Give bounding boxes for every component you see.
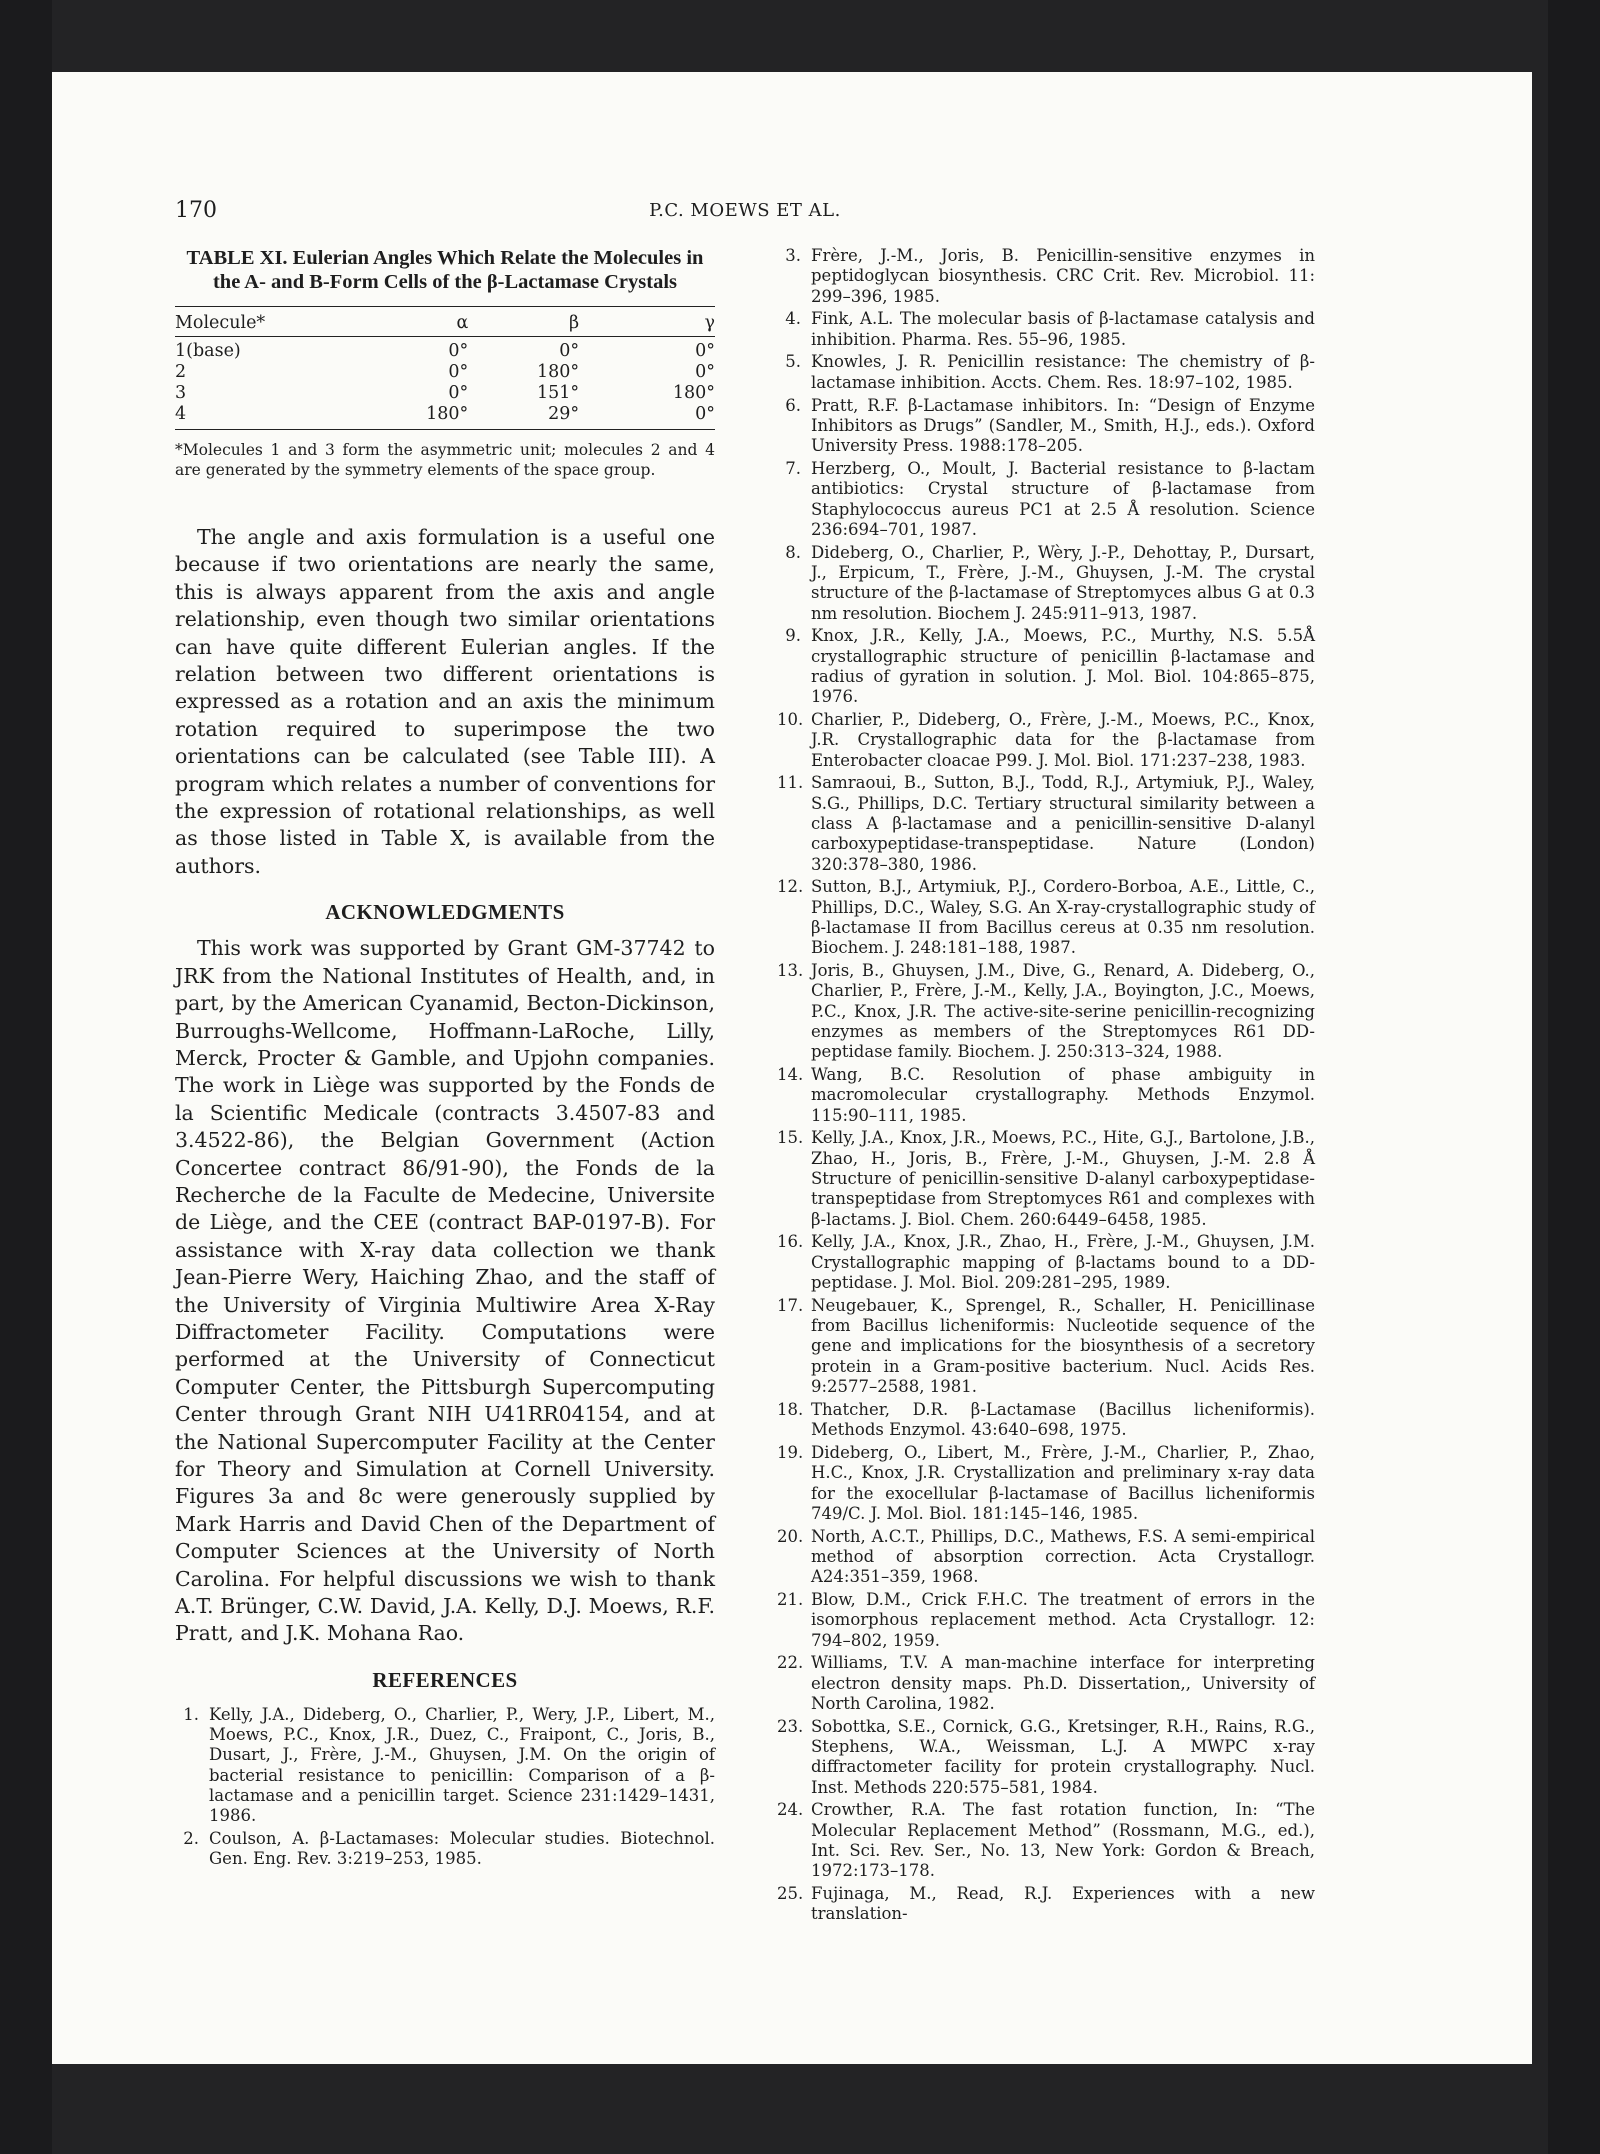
reference-item bbox=[777, 773, 1315, 874]
reference-item bbox=[777, 1800, 1315, 1881]
reference-text: Fink, A.L. The molecular basis of β-lactamase catalysis and inhibition. Pharma. Res. 55–96, 1985. bbox=[811, 309, 1315, 349]
table-cell: 180° bbox=[672, 383, 715, 403]
table-header-cell: Molecule* bbox=[175, 307, 265, 337]
table-header-cell: γ bbox=[579, 307, 715, 337]
reference-item bbox=[777, 1590, 1315, 1651]
reference-number: 8. bbox=[785, 542, 801, 562]
reference-text: Blow, D.M., Crick F.H.C. The treatment of errors in the isomorphous replacement method. Acta Crystallogr. 12: 794–802, 1959. bbox=[811, 1590, 1315, 1650]
reference-item bbox=[777, 1653, 1315, 1714]
reference-text: Dideberg, O., Charlier, P., Wèry, J.-P., Dehottay, P., Dursart, J., Erpicum, T., Frère, J.-M., Ghuysen, J.-M. The crystal structure of the β-lactamase of Streptomyces albus G at 0.3 nm resolution. Biochem J. 245:911–913, 1987. bbox=[811, 542, 1315, 623]
reference-text: Samraoui, B., Sutton, B.J., Todd, R.J., Artymiuk, P.J., Waley, S.G., Phillips, D.C. Tertiary structural similarity between a class A β-lactamase and a penicillin-sensitive D-alanyl carboxypeptidase-transpeptidase. Nature (London) 320:378–380, 1986. bbox=[811, 773, 1315, 874]
table-row bbox=[175, 404, 715, 430]
reference-text: Coulson, A. β-Lactamases: Molecular studies. Biotechnol. Gen. Eng. Rev. 3:219–253, 1985. bbox=[209, 1829, 715, 1869]
reference-item bbox=[777, 1128, 1315, 1229]
reference-text: Williams, T.V. A man-machine interface for interpreting electron density maps. Ph.D. Dissertation,, University of North Carolina, 1982. bbox=[811, 1653, 1315, 1713]
table-footnote: *Molecules 1 and 3 form the asymmetric unit; molecules 2 and 4 are generated by the symmetry elements of the space group. bbox=[175, 441, 715, 479]
table-header-cell: β bbox=[468, 307, 579, 337]
reference-text: Knowles, J. R. Penicillin resistance: The chemistry of β-lactamase inhibition. Accts. Chem. Res. 18:97–102, 1985. bbox=[811, 352, 1315, 392]
reference-number: 21. bbox=[777, 1590, 804, 1609]
page-header bbox=[175, 198, 1315, 228]
reference-text: Sobottka, S.E., Cornick, G.G., Kretsinger, R.H., Rains, R.G., Stephens, W.A., Weissman, L.J. A MWPC x-ray diffractometer facility for protein crystallography. Nucl. Inst. Methods 220:575–581, 1984. bbox=[811, 1716, 1315, 1797]
reference-text: Herzberg, O., Moult, J. Bacterial resistance to β-lactam antibiotics: Crystal structure of β-lactamase from Staphylococcus aureus PC1 at 2.5 Å resolution. Science 236:694–701, 1987. bbox=[811, 458, 1315, 539]
reference-item bbox=[175, 1705, 715, 1827]
table-cell: 4 bbox=[175, 404, 265, 430]
reference-item bbox=[777, 877, 1315, 958]
table-cell: 151° bbox=[536, 383, 580, 403]
left-column bbox=[175, 246, 715, 1870]
table-cell: 0° bbox=[695, 362, 715, 382]
table-header-row bbox=[175, 307, 715, 337]
reference-text: Kelly, J.A., Dideberg, O., Charlier, P., Wery, J.P., Libert, M., Moews, P.C., Knox, J.R., Duez, C., Fraipont, C., Joris, B., Dusart, J., Frère, J.-M., Ghuysen, J.M. On the origin of bacterial resistance to penicillin: Comparison of a β-lactamase and a penicillin target. Science 231:1429–1431, 1986. bbox=[209, 1704, 715, 1826]
reference-text: Frère, J.-M., Joris, B. Penicillin-sensitive enzymes in peptidoglycan biosynthesis. CRC Crit. Rev. Microbiol. 11: 299–396, 1985. bbox=[811, 246, 1315, 306]
acknowledgments-paragraph: This work was supported by Grant GM-37742 to JRK from the National Institutes of Health, and, in part, by the American Cyanamid, Becton-Dickinson, Burroughs-Wellcome, Hoffmann-LaRoche, Lilly, Merck, Procter & Gamble, and Upjohn companies. The work in Liège was supported by the Fonds de la Scientific Medicale (contracts 3.4507-83 and 3.4522-86), the Belgian Government (Action Concertee contract 86/91-90), the Fonds de la Recherche de la Faculte de Medecine, Universite de Liège, and the CEE (contract BAP-0197-B). For assistance with X-ray data collection we thank Jean-Pierre Wery, Haiching Zhao, and the staff of the University of Virginia Multiwire Area X-Ray Diffractometer Facility. Computations were performed at the University of Connecticut Computer Center, the Pittsburgh Supercomputing Center through Grant NIH U41RR04154, and at the National Supercomputer Facility at the Center for Theory and Simulation at Cornell University. Figures 3a and 8c were generously supplied by Mark Harris and David Chen of the Department of Computer Sciences at the University of North Carolina. For helpful discussions we wish to thank A.T. Brünger, C.W. David, J.A. Kelly, D.J. Moews, R.F. Pratt, and J.K. Mohana Rao. bbox=[175, 936, 715, 1646]
reference-list-right bbox=[777, 246, 1315, 1925]
reference-text: Sutton, B.J., Artymiuk, P.J., Cordero-Borboa, A.E., Little, C., Phillips, D.C., Waley, S.G. An X-ray-crystallographic study of β-lactamase II from Bacillus cereus at 0.35 nm resolution. Biochem. J. 248:181–188, 1987. bbox=[811, 877, 1315, 958]
table-cell: 0° bbox=[448, 383, 469, 403]
reference-number: 24. bbox=[777, 1800, 804, 1820]
table-cell: 0° bbox=[448, 341, 469, 361]
reference-number: 18. bbox=[777, 1399, 804, 1419]
eulerian-angles-table bbox=[175, 306, 715, 430]
references-heading: REFERENCES bbox=[372, 1667, 518, 1692]
reference-number: 23. bbox=[777, 1716, 804, 1736]
table-cell: 0° bbox=[579, 404, 715, 430]
reference-number: 6. bbox=[785, 395, 801, 415]
acknowledgments-heading: ACKNOWLEDGMENTS bbox=[325, 900, 565, 925]
reference-text: Kelly, J.A., Knox, J.R., Moews, P.C., Hite, G.J., Bartolone, J.B., Zhao, H., Joris, B., Frère, J.-M., Ghuysen, J.-M. 2.8 Å Structure of penicillin-sensitive D-alanyl carboxypeptidase-transpeptidase from Streptomyces R61 and complexes with β-lactams. J. Biol. Chem. 260:6449–6458, 1985. bbox=[811, 1128, 1315, 1229]
reference-number: 12. bbox=[777, 877, 804, 897]
reference-number: 13. bbox=[777, 961, 804, 981]
reference-item bbox=[777, 1443, 1315, 1524]
reference-number: 11. bbox=[777, 773, 804, 793]
right-column bbox=[777, 246, 1315, 1925]
body-paragraph: The angle and axis formulation is a useful one because if two orientations are nearly the same, this is always apparent from the axis and angle relationship, even though two similar orientations can have quite different Eulerian angles. If the relation between two different orientations is expressed as a rotation and an axis the minimum rotation required to superimpose the two orientations can be calculated (see Table III). A program which relates a number of conventions for the expression of rotational relationships, as well as those listed in Table X, is available from the authors. bbox=[175, 525, 715, 878]
scan-background-right bbox=[1548, 0, 1600, 2154]
table-cell: 2 bbox=[175, 362, 187, 382]
table-cell: 3 bbox=[175, 383, 187, 403]
reference-item bbox=[777, 1717, 1315, 1798]
reference-item bbox=[777, 626, 1315, 707]
reference-text: Thatcher, D.R. β-Lactamase (Bacillus licheniformis). Methods Enzymol. 43:640–698, 1975. bbox=[811, 1399, 1315, 1440]
reference-number: 17. bbox=[777, 1295, 804, 1315]
reference-text: Fujinaga, M., Read, R.J. Experiences with a new translation- bbox=[811, 1884, 1315, 1924]
reference-item bbox=[777, 1884, 1315, 1925]
reference-number: 16. bbox=[777, 1232, 804, 1252]
reference-text: Pratt, R.F. β-Lactamase inhibitors. In: “Design of Enzyme Inhibitors as Drugs” (Sandler, M., Smith, H.J., eds.). Oxford University Press. 1988:178–205. bbox=[811, 395, 1315, 456]
reference-text: Wang, B.C. Resolution of phase ambiguity in macromolecular crystallography. Methods Enzymol. 115:90–111, 1985. bbox=[811, 1065, 1315, 1125]
table-cell: 29° bbox=[468, 404, 579, 430]
reference-item bbox=[777, 961, 1315, 1062]
reference-number: 22. bbox=[777, 1653, 804, 1673]
reference-number: 5. bbox=[785, 352, 801, 372]
reference-item bbox=[175, 1829, 715, 1870]
reference-item bbox=[777, 396, 1315, 457]
scan-background-left bbox=[0, 0, 52, 2154]
table-cell: 0° bbox=[448, 362, 469, 382]
table-cell: 180° bbox=[536, 362, 580, 382]
reference-text: Dideberg, O., Libert, M., Frère, J.-M., Charlier, P., Zhao, H.C., Knox, J.R. Crystallization and preliminary x-ray data for the exocellular β-lactamase of Bacillus licheniformis 749/C. J. Mol. Biol. 181:145–146, 1985. bbox=[811, 1442, 1315, 1523]
reference-list-left bbox=[175, 1705, 715, 1870]
reference-text: Crowther, R.A. The fast rotation function, In: “The Molecular Replacement Method” (Rossmann, M.G., ed.), Int. Sci. Rev. Ser., No. 13, New York: Gordon & Breach, 1972:173–178. bbox=[811, 1800, 1315, 1881]
reference-text: Joris, B., Ghuysen, J.M., Dive, G., Renard, A. Dideberg, O., Charlier, P., Frère, J.-M., Kelly, J.A., Boyington, J.C., Moews, P.C., Knox, J.R. The active-site-serine penicillin-recognizing enzymes as members of the Streptomyces R61 DD-peptidase family. Biochem. J. 250:313–324, 1988. bbox=[811, 961, 1315, 1062]
reference-text: Charlier, P., Dideberg, O., Frère, J.-M., Moews, P.C., Knox, J.R. Crystallographic data for the β-lactamase from Enterobacter cloacae P99. J. Mol. Biol. 171:237–238, 1983. bbox=[811, 710, 1315, 770]
reference-text: Knox, J.R., Kelly, J.A., Moews, P.C., Murthy, N.S. 5.5Å crystallographic structure of penicillin β-lactamase and radius of gyration in solution. J. Mol. Biol. 104:865–875, 1976. bbox=[811, 626, 1315, 707]
table-row bbox=[175, 383, 715, 404]
reference-item bbox=[777, 459, 1315, 540]
reference-number: 9. bbox=[785, 626, 801, 646]
reference-item bbox=[777, 1065, 1315, 1126]
reference-number: 7. bbox=[785, 458, 801, 478]
reference-number: 2. bbox=[183, 1829, 199, 1849]
reference-text: North, A.C.T., Phillips, D.C., Mathews, F.S. A semi-empirical method of absorption correction. Acta Crystallogr. A24:351–359, 1968. bbox=[811, 1526, 1315, 1587]
reference-number: 25. bbox=[777, 1884, 804, 1904]
reference-number: 14. bbox=[777, 1065, 804, 1085]
table-cell: 0° bbox=[695, 341, 715, 361]
reference-number: 10. bbox=[777, 710, 804, 730]
page-number: 170 bbox=[175, 198, 217, 223]
reference-text: Neugebauer, K., Sprengel, R., Schaller, H. Penicillinase from Bacillus licheniformis: Nucleotide sequence of the gene and implications for the biosynthesis of a secretory protein in a Gram-positive bacterium. Nucl. Acids Res. 9:2577–2588, 1981. bbox=[811, 1295, 1315, 1397]
reference-number: 1. bbox=[183, 1704, 199, 1724]
table-cell: 180° bbox=[265, 404, 468, 430]
reference-number: 20. bbox=[777, 1526, 804, 1546]
reference-number: 15. bbox=[777, 1128, 804, 1148]
reference-item bbox=[777, 1296, 1315, 1397]
table-row bbox=[175, 362, 715, 383]
reference-number: 3. bbox=[785, 246, 801, 265]
reference-number: 4. bbox=[785, 309, 801, 329]
reference-item bbox=[777, 710, 1315, 771]
table-header-cell: α bbox=[265, 307, 468, 337]
reference-item bbox=[777, 246, 1315, 307]
reference-number: 19. bbox=[777, 1442, 804, 1462]
reference-item bbox=[777, 1527, 1315, 1588]
table-cell: 0° bbox=[559, 341, 580, 361]
table-cell: 1(base) bbox=[175, 341, 241, 361]
reference-item bbox=[777, 1232, 1315, 1293]
reference-item bbox=[777, 1400, 1315, 1441]
reference-text: Kelly, J.A., Knox, J.R., Zhao, H., Frère, J.-M., Ghuysen, J.M. Crystallographic mapping of β-lactams bound to a DD-peptidase. J. Mol. Biol. 209:281–295, 1989. bbox=[811, 1232, 1315, 1293]
table-caption: TABLE XI. Eulerian Angles Which Relate the Molecules in the A- and B-Form Cells of the β-Lactamase Crystals bbox=[186, 247, 704, 293]
running-head: P.C. MOEWS ET AL. bbox=[649, 200, 841, 221]
reference-item bbox=[777, 543, 1315, 624]
table-row bbox=[175, 337, 715, 363]
reference-item bbox=[777, 352, 1315, 393]
reference-item bbox=[777, 309, 1315, 350]
